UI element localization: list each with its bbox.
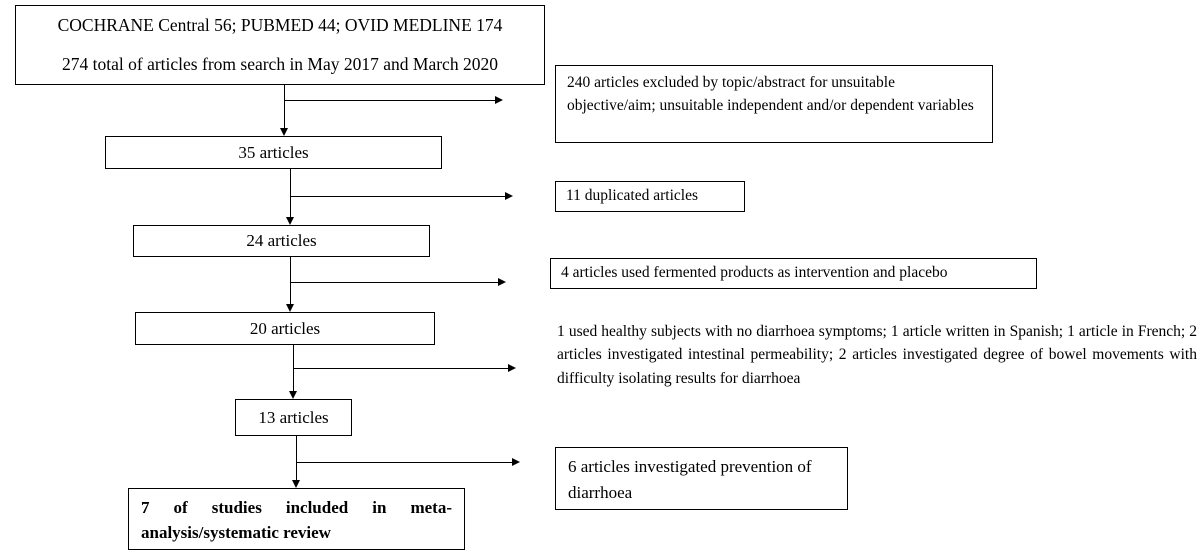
exclusion-topic-abstract-text: 240 articles excluded by topic/abstract for unsuitable objective/aim; unsuitable independent and/or dependent variables xyxy=(567,74,974,114)
flow-line-24-to-20 xyxy=(290,257,291,305)
final-inclusion-box xyxy=(128,488,465,550)
arrow-right-icon-1 xyxy=(495,96,503,104)
exclusion-box-duplicates xyxy=(555,181,745,212)
stage-box-24-articles xyxy=(133,225,430,257)
exclusion-text-other-reasons: 1 used healthy subjects with no diarrhoea symptoms; 1 article written in Spanish; 1 article in French; 2 articles investigated intestinal permeability; 2 articles investigated degree of bowel movements with difficulty isolating results for diarrhoea xyxy=(557,323,1197,387)
arrow-right-icon-3 xyxy=(498,278,506,286)
stage-box-20-articles xyxy=(135,312,435,345)
exclusion-duplicates-text: 11 duplicated articles xyxy=(566,187,698,204)
arrow-right-icon-4 xyxy=(508,364,516,372)
stage-box-13-articles xyxy=(235,399,352,436)
arrow-right-icon-5 xyxy=(512,458,520,466)
final-inclusion-label: 7 of studies included in meta-analysis/systematic review xyxy=(141,498,452,542)
flow-line-branch-exclusion-3 xyxy=(290,282,498,283)
flow-line-35-to-24 xyxy=(290,169,291,218)
arrow-right-icon-2 xyxy=(505,192,513,200)
stage-box-35-articles xyxy=(105,136,442,169)
search-sources-line: COCHRANE Central 56; PUBMED 44; OVID MEDLINE 174 xyxy=(57,15,503,35)
exclusion-box-fermented-products xyxy=(550,258,1037,289)
flow-line-branch-exclusion-4 xyxy=(293,368,508,369)
exclusion-box-topic-abstract xyxy=(555,65,993,143)
stage-box-35-label: 35 articles xyxy=(238,142,309,162)
search-total-line: 274 total of articles from search in May 2017 and March 2020 xyxy=(62,54,498,74)
stage-box-13-label: 13 articles xyxy=(258,407,329,427)
stage-box-24-label: 24 articles xyxy=(246,231,317,250)
exclusion-box-prevention xyxy=(555,447,848,510)
flow-line-branch-exclusion-1 xyxy=(284,100,495,101)
flow-line-source-to-35 xyxy=(284,85,285,129)
arrow-down-icon-1 xyxy=(280,128,288,136)
arrow-down-icon-3 xyxy=(286,304,294,312)
arrow-down-icon-5 xyxy=(292,480,300,488)
flow-line-13-to-final xyxy=(296,436,297,481)
exclusion-fermented-products-text: 4 articles used fermented products as intervention and placebo xyxy=(561,264,948,281)
flow-line-branch-exclusion-5 xyxy=(296,462,512,463)
search-sources-box xyxy=(15,5,545,85)
arrow-down-icon-2 xyxy=(286,217,294,225)
exclusion-prevention-text: 6 articles investigated prevention of diarrhoea xyxy=(568,457,812,502)
flow-line-branch-exclusion-2 xyxy=(290,196,505,197)
stage-box-20-label: 20 articles xyxy=(249,318,321,338)
arrow-down-icon-4 xyxy=(289,391,297,399)
